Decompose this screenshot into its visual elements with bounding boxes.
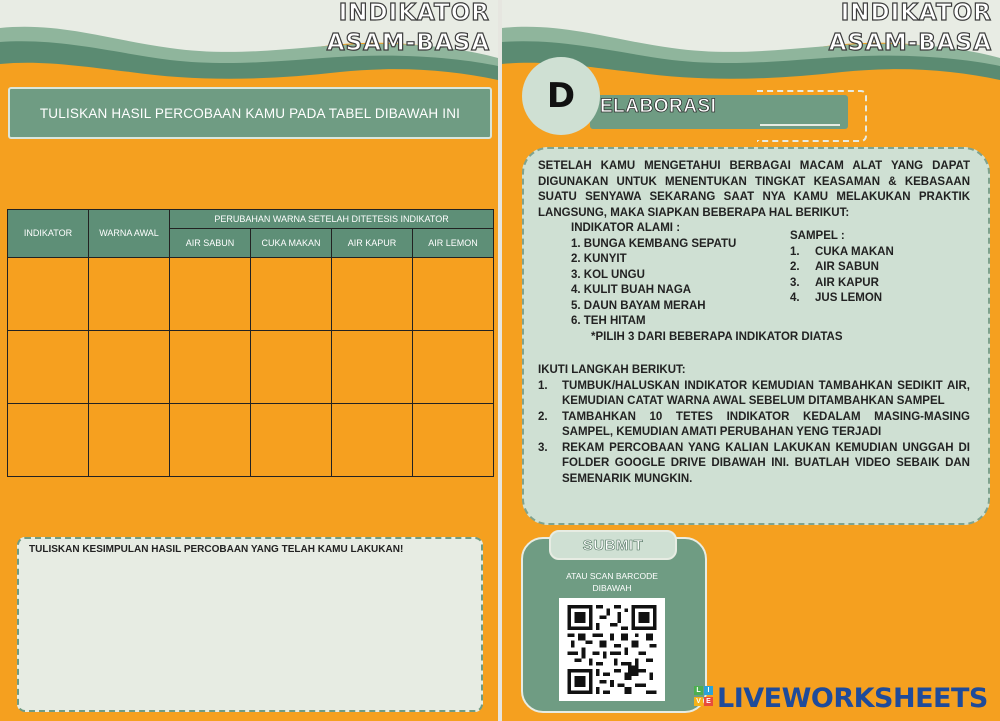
conclusion-input[interactable] [17,537,483,712]
submit-button[interactable]: SUBMIT [549,530,677,560]
list-item: 4. JUS LEMON [790,292,883,304]
col-header-air-sabun: AIR SABUN [170,229,251,258]
table-cell[interactable] [89,258,170,331]
table-cell[interactable] [8,331,89,404]
list-item: 2. AIR SABUN [790,261,879,273]
list-item: 1. BUNGA KEMBANG SEPATU [571,237,737,250]
col-header-cuka-makan: CUKA MAKAN [251,229,332,258]
scan-instruction: ATAU SCAN BARCODE DIBAWAH [566,571,658,593]
table-cell[interactable] [170,258,251,331]
right-page [502,0,1000,721]
materials-block [538,221,970,349]
liveworksheets-logo [694,680,988,716]
header-title-line2: ASAM-BASA [828,30,992,56]
table-cell[interactable] [8,258,89,331]
header-title-line2: ASAM-BASA [326,30,490,56]
qr-code-icon [566,605,658,694]
table-cell[interactable] [8,404,89,477]
table-cell[interactable] [332,331,413,404]
section-letter: D [546,76,576,116]
col-header-indikator: INDIKATOR [8,210,89,258]
elaboration-panel [522,147,990,525]
step-item: 2. TAMBAHKAN 10 TETES INDIKATOR KEDALAM MASING-MASING SAMPEL, KEMUDIAN AMATI PERUBAHAN YENG TERJADI [538,410,970,438]
sample-title: SAMPEL : [790,230,845,242]
intro-text: SETELAH KAMU MENGETAHUI BERBAGAI MACAM ALAT YANG DAPAT DIGUNAKAN UNTUK MENENTUKAN TINGKAT KEASAMAN & KEBASAAN SUATU SENYAWA SEKARANG SAAT NYA KAMU MELAKUKAN PRAKTIK LANGSUNG, MAKA SIAPKAN BEBERAPA HAL BERIKUT: [538,160,970,219]
list-item: 5. DAUN BAYAM MERAH [571,299,706,312]
instruction-banner [8,87,492,139]
conclusion-label: TULISKAN KESIMPULAN HASIL PERCOBAAN YANG TELAH KAMU LAKUKAN! [29,544,404,555]
section-underline [760,124,840,126]
list-item: 1. CUKA MAKAN [790,245,894,258]
table-cell[interactable] [332,404,413,477]
list-item: 3. KOL UNGU [571,268,645,281]
qr-code[interactable] [559,598,665,701]
col-header-group: PERUBAHAN WARNA SETELAH DITETESIS INDIKATOR [170,210,494,229]
table-cell[interactable] [413,258,494,331]
step-item: 3. REKAM PERCOBAAN YANG KALIAN LAKUKAN KEMUDIAN UNGGAH DI FOLDER GOOGLE DRIVE DIBAWAH INI. BUATLAH VIDEO SEBAIK DAN SEMENARIK MUNGKIN. [538,441,970,485]
table-cell[interactable] [170,404,251,477]
list-item: 2. KUNYIT [571,253,627,265]
step-item: 1. TUMBUK/HALUSKAN INDIKATOR KEMUDIAN TAMBAHKAN SEDIKIT AIR, KEMUDIAN CATAT WARNA AWAL SEBELUM DITAMBAHKAN SAMPEL [538,379,970,407]
header-title-line1: INDIKATOR [338,0,490,26]
list-item: 6. TEH HITAM [571,315,646,327]
table-cell[interactable] [413,404,494,477]
table-cell[interactable] [89,331,170,404]
indicator-note: *PILIH 3 DARI BEBERAPA INDIKATOR DIATAS [591,330,843,343]
instruction-text: TULISKAN HASIL PERCOBAAN KAMU PADA TABEL DIBAWAH INI [39,105,461,121]
sample-list [790,229,894,307]
section-letter-badge [522,57,600,135]
col-header-air-lemon: AIR LEMON [413,229,494,258]
table-cell[interactable] [251,404,332,477]
table-cell[interactable] [413,331,494,404]
table-cell[interactable] [251,258,332,331]
col-header-air-kapur: AIR KAPUR [332,229,413,258]
table-cell[interactable] [251,331,332,404]
table-cell[interactable] [89,404,170,477]
table-row [8,404,494,477]
header-title-line1: INDIKATOR [840,0,992,26]
steps-title: IKUTI LANGKAH BERIKUT: [538,364,686,376]
table-row [8,258,494,331]
left-page [0,0,498,721]
col-header-warna-awal: WARNA AWAL [89,210,170,258]
list-item: 3. AIR KAPUR [790,276,879,289]
list-item: 4. KULIT BUAH NAGA [571,284,692,296]
table-cell[interactable] [332,258,413,331]
liveworksheets-badge-icon: L I V E [694,684,714,712]
indicator-title: INDIKATOR ALAMI : [571,222,681,234]
section-title: ELABORASI [600,96,717,117]
table-cell[interactable] [170,331,251,404]
liveworksheets-wordmark: LIVEWORKSHEETS [717,682,988,714]
results-table [7,209,494,477]
table-row [8,331,494,404]
